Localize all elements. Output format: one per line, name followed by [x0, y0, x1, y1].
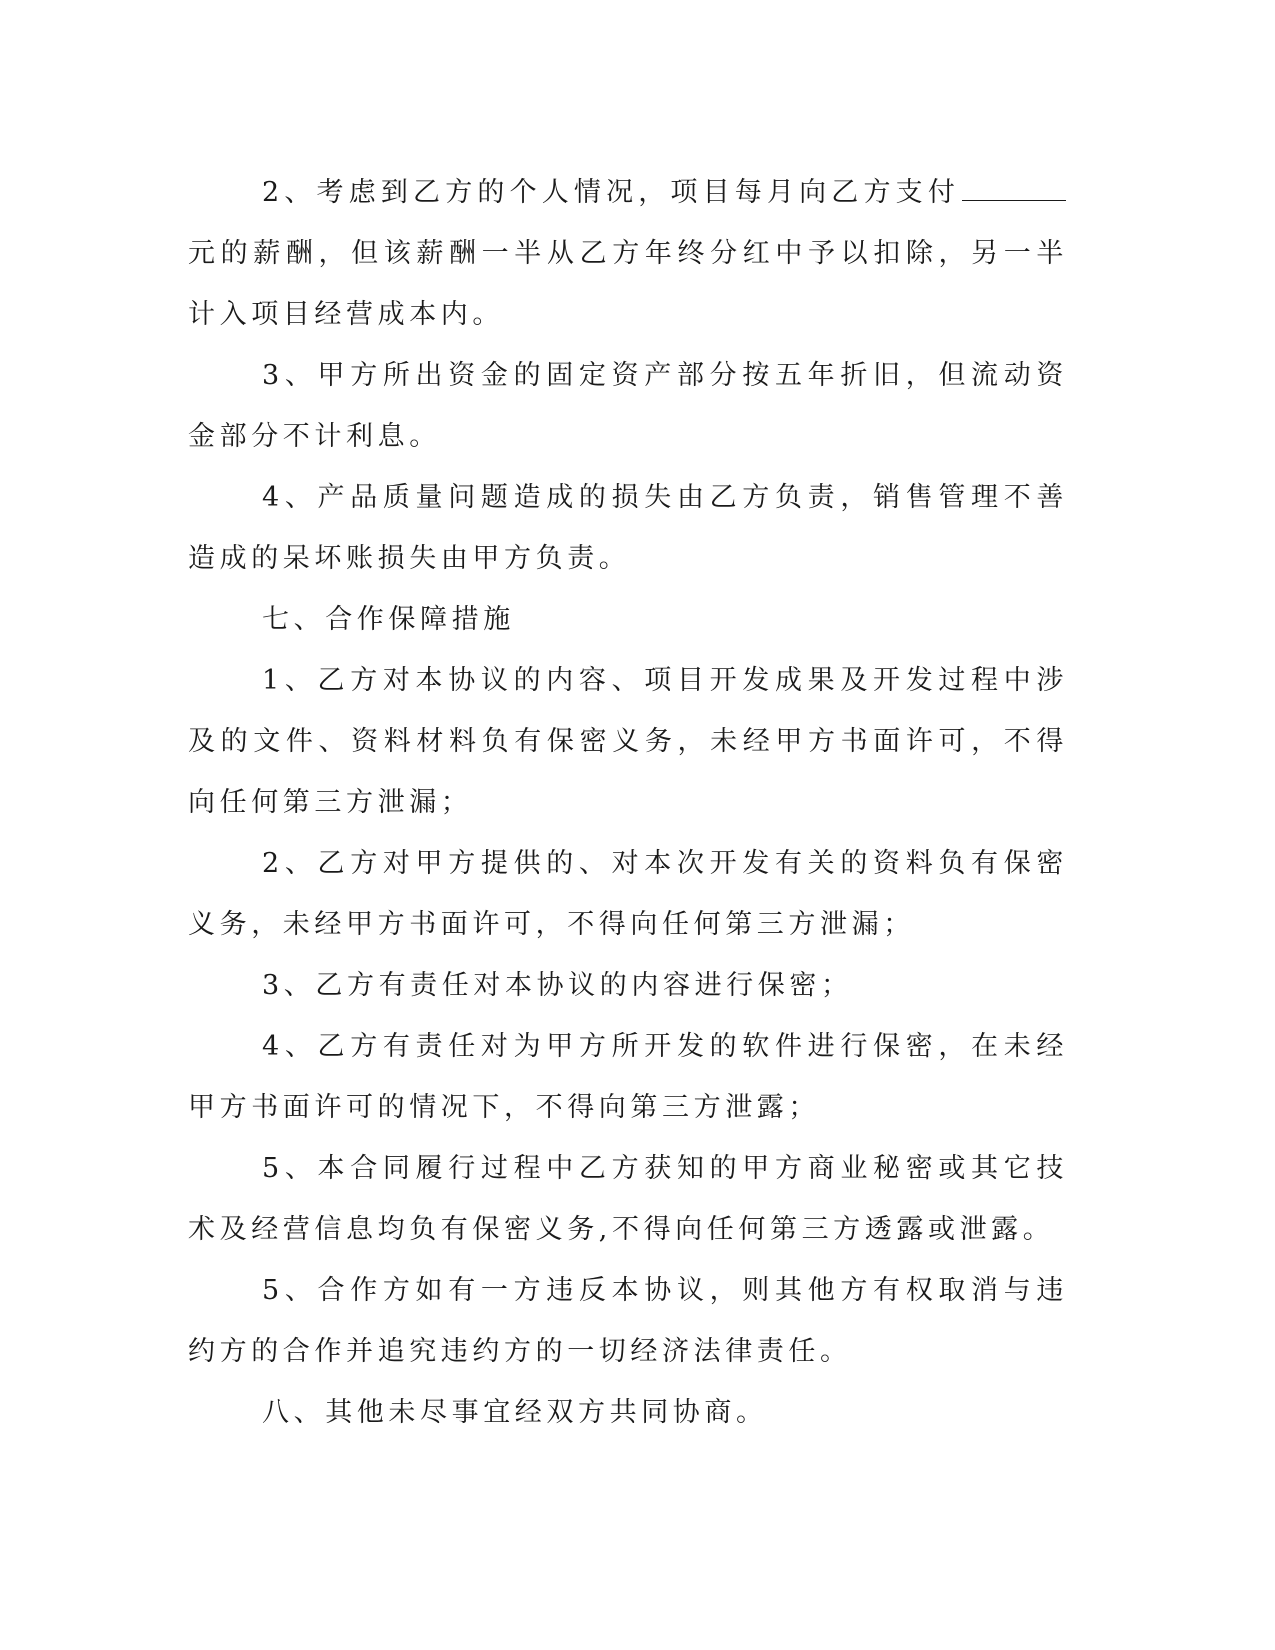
document-body — [188, 162, 1068, 1443]
paragraph-salary-post: 元的薪酬，但该薪酬一半从乙方年终分红中予以扣除，另一半计入项目经营成本内。 — [188, 238, 1068, 330]
paragraph-loss-responsibility: 4、产品质量问题造成的损失由乙方负责，销售管理不善造成的呆坏账损失由甲方负责。 — [188, 482, 1068, 574]
paragraph-confidentiality-2: 2、乙方对甲方提供的、对本次开发有关的资料负有保密义务，未经甲方书面许可，不得向任何第三方泄漏； — [188, 848, 1068, 940]
paragraph-salary-pre: 2、考虑到乙方的个人情况，项目每月向乙方支付 — [262, 177, 960, 208]
section-heading-other-matters: 八、其他未尽事宜经双方共同协商。 — [262, 1397, 768, 1428]
salary-amount-blank — [962, 174, 1066, 201]
paragraph-salary — [188, 162, 1068, 345]
paragraph-breach: 5、合作方如有一方违反本协议，则其他方有权取消与违约方的合作并追究违约方的一切经济法律责任。 — [188, 1275, 1068, 1367]
paragraph-confidentiality-3: 3、乙方有责任对本协议的内容进行保密； — [262, 970, 853, 1001]
paragraph-confidentiality-5: 5、本合同履行过程中乙方获知的甲方商业秘密或其它技术及经营信息均负有保密义务,不得向任何第三方透露或泄露。 — [188, 1153, 1068, 1245]
paragraph-confidentiality-1: 1、乙方对本协议的内容、项目开发成果及开发过程中涉及的文件、资料材料负有保密义务，未经甲方书面许可，不得向任何第三方泄漏； — [188, 665, 1068, 818]
paragraph-confidentiality-4: 4、乙方有责任对为甲方所开发的软件进行保密，在未经甲方书面许可的情况下，不得向第三方泄露； — [188, 1031, 1068, 1123]
section-heading-cooperation-safeguards: 七、合作保障措施 — [262, 604, 515, 635]
paragraph-depreciation: 3、甲方所出资金的固定资产部分按五年折旧，但流动资金部分不计利息。 — [188, 360, 1068, 452]
